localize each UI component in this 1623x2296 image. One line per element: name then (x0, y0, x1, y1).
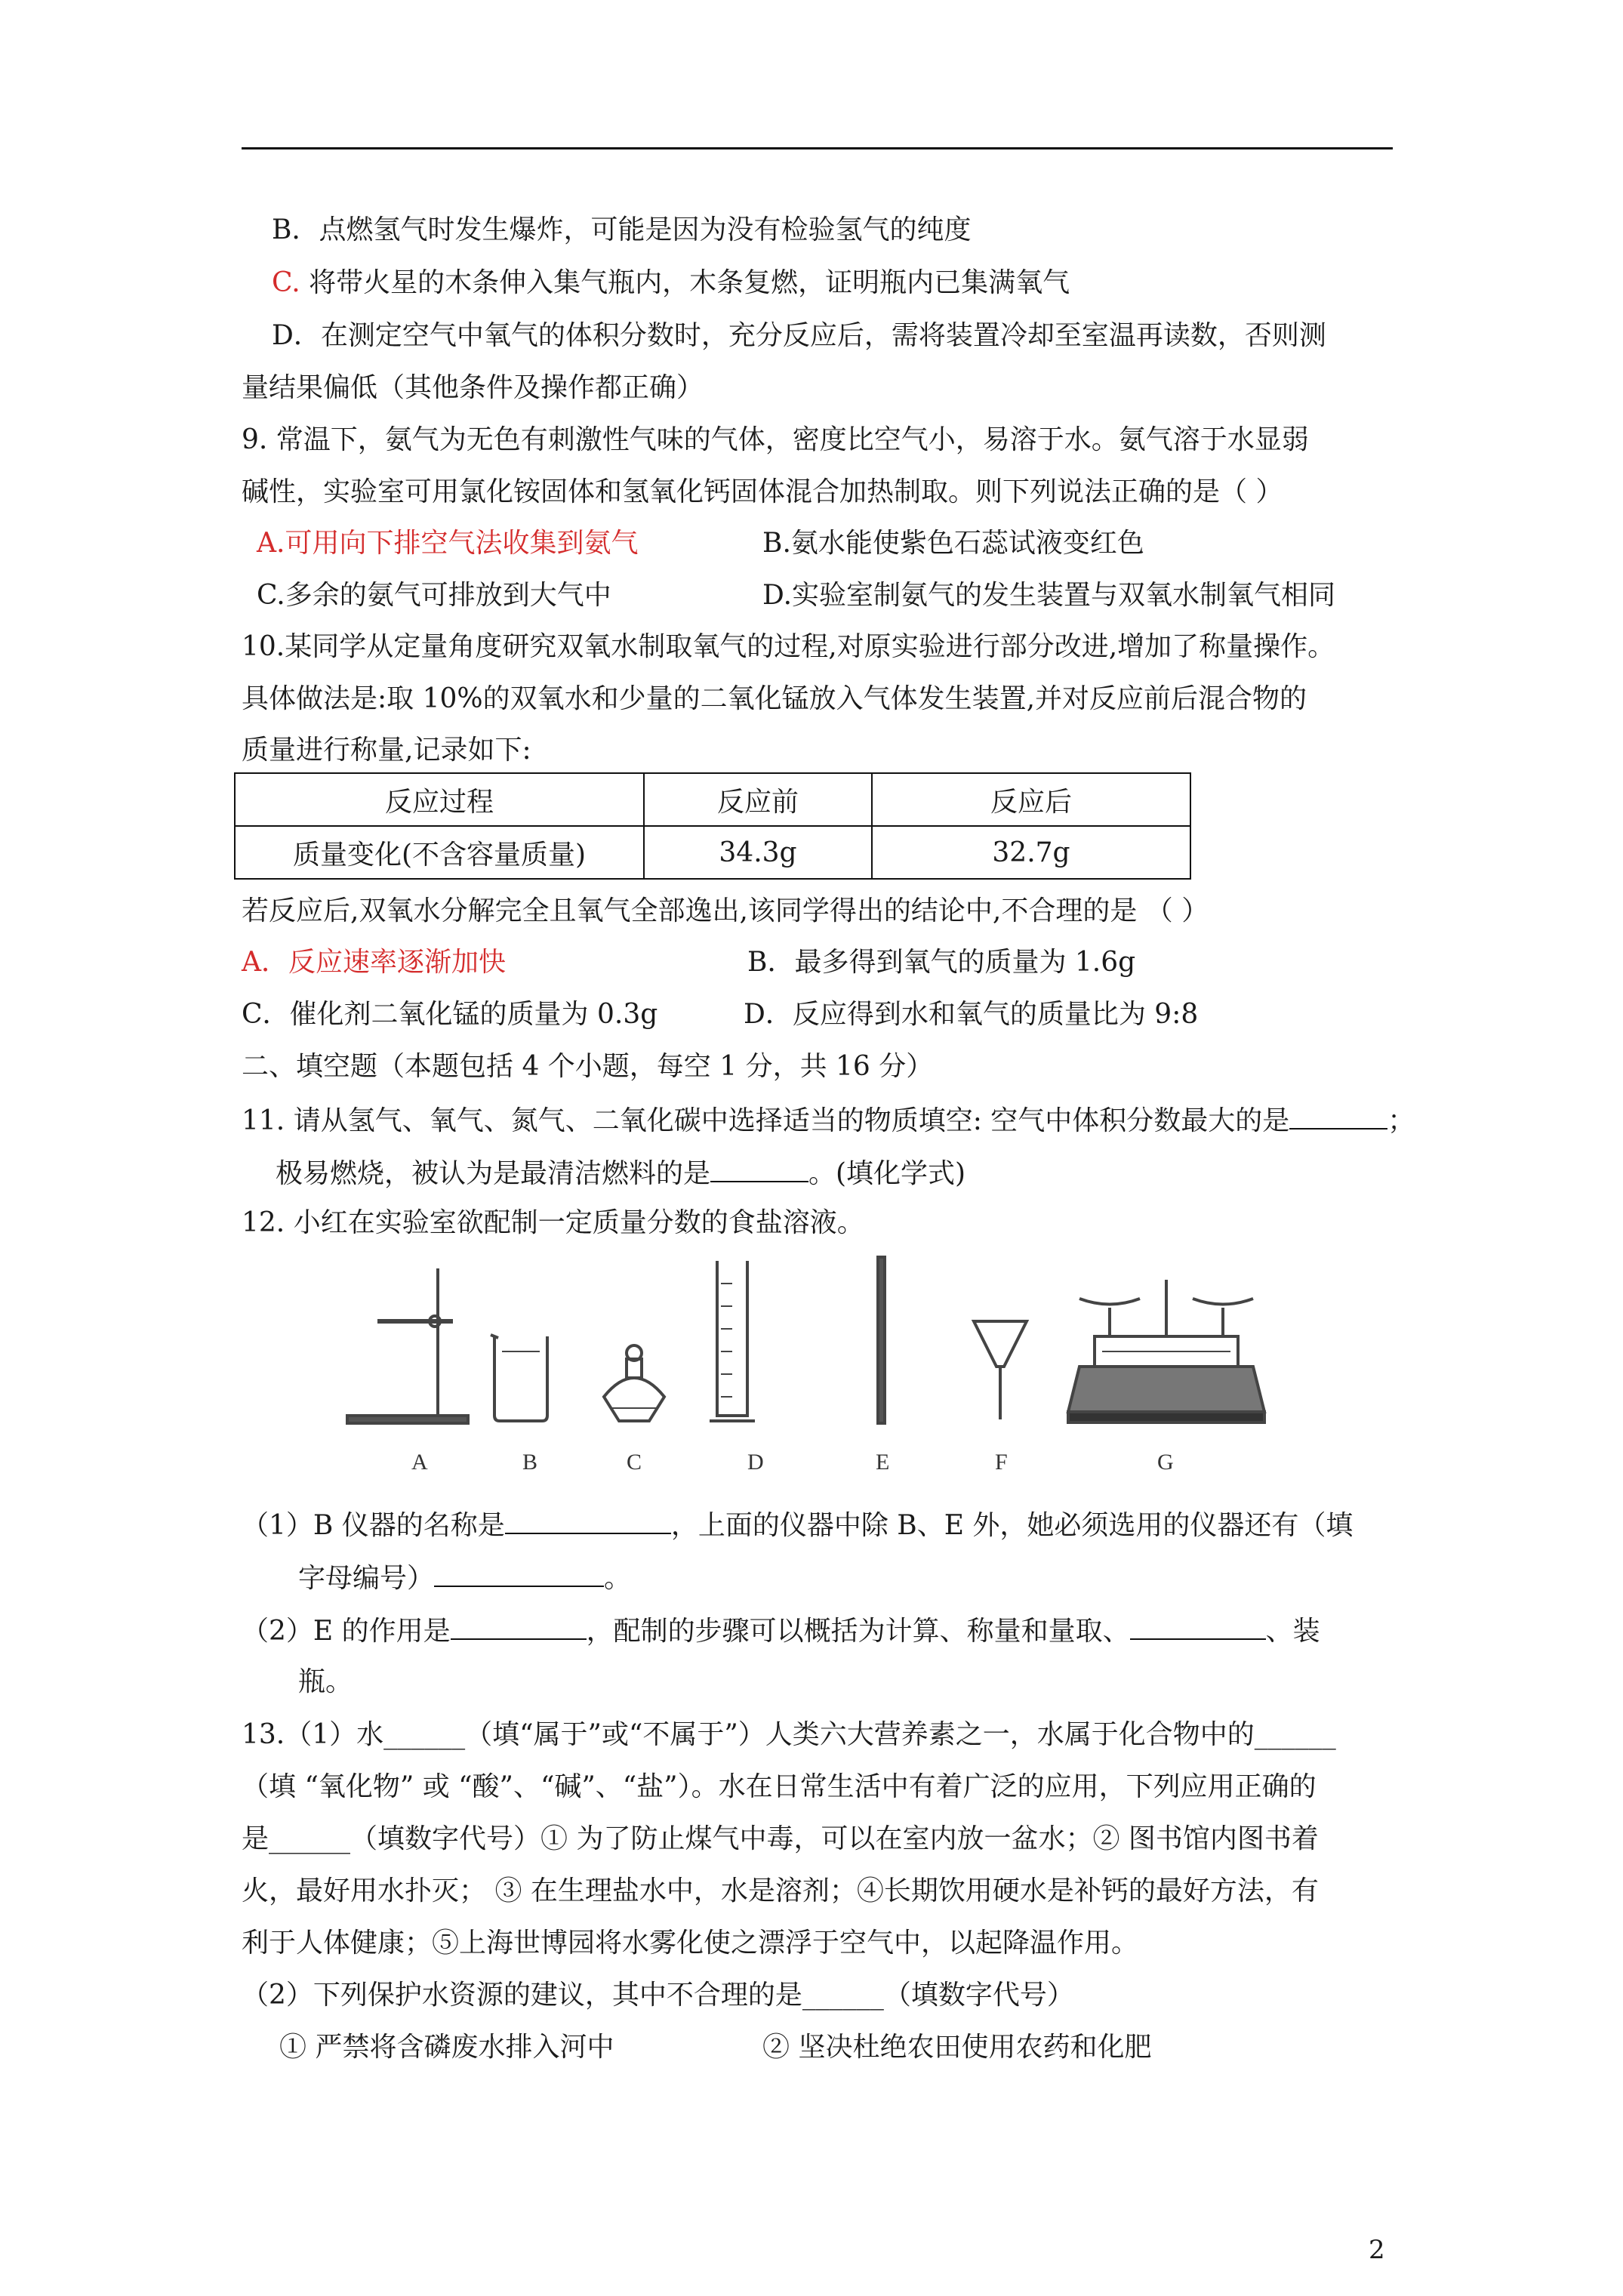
q12-text: （1）B 仪器的名称是 (242, 1510, 505, 1541)
q11-line1 (242, 1102, 1415, 1138)
q13-line2: （填 “氧化物” 或 “酸”、“碱”、“盐”）。水在日常生活中有着广泛的应用，下列应用正确的 (242, 1771, 1317, 1802)
iron-stand-icon (347, 1268, 468, 1423)
figure-label: B (522, 1450, 538, 1475)
table-header-cell: 反应后 (872, 773, 1190, 826)
q10-stem-line2: 具体做法是:取 10%的双氧水和少量的二氧化锰放入气体发生装置,并对反应前后混合物的 (242, 683, 1307, 714)
q13-line1: 13.（1）水______（填“属于”或“不属于”）人类六大营养素之一，水属于化合物中的______ (242, 1719, 1336, 1750)
answer-blank[interactable] (1130, 1613, 1266, 1640)
q12-text: 字母编号） (298, 1563, 435, 1594)
q8-option-c (272, 267, 1070, 300)
q9-option-c: C.多余的氨气可排放到大气中 (257, 580, 611, 611)
q13-line3: 是______（填数字代号）① 为了防止煤气中毒，可以在室内放一盆水；② 图书馆内图书着 (242, 1823, 1319, 1854)
glass-rod-icon (878, 1257, 885, 1423)
answer-blank[interactable] (710, 1155, 808, 1182)
q8-option-c-text: 将带火星的木条伸入集气瓶内，木条复燃，证明瓶内已集满氧气 (300, 267, 1070, 298)
mass-table (234, 772, 1191, 880)
answer-blank[interactable] (434, 1560, 604, 1587)
q8-option-d-line1: D．在测定空气中氧气的体积分数时，充分反应后，需将装置冷却至室温再读数，否则测 (272, 320, 1326, 351)
header-rule (242, 147, 1393, 149)
q9-option-b: B.氨水能使紫色石蕊试液变红色 (762, 528, 1144, 559)
q13-option-1: ① 严禁将含磷废水排入河中 (279, 2032, 614, 2063)
q12-part1-line1 (242, 1507, 1353, 1542)
q10-option-a: A．反应速率逐渐加快 (242, 947, 506, 978)
table-cell: 32.7g (872, 826, 1190, 879)
q13-option-2: ② 坚决杜绝农田使用农药和化肥 (762, 2032, 1152, 2063)
answer-blank[interactable] (451, 1613, 587, 1640)
q8-option-d-line2: 量结果偏低（其他条件及操作都正确） (242, 372, 704, 403)
q12-part2-line2: 瓶。 (298, 1666, 353, 1697)
answer-blank[interactable] (505, 1507, 671, 1534)
funnel-icon (974, 1321, 1027, 1419)
figure-label: A (411, 1450, 428, 1475)
q12-text: 、装 (1265, 1616, 1320, 1647)
q8-option-b: B．点燃氢气时发生爆炸，可能是因为没有检验氢气的纯度 (272, 214, 972, 245)
q11-text-c: 极易燃烧，被认为是最清洁燃料的是 (276, 1158, 711, 1189)
balance-scale-icon (1068, 1280, 1264, 1422)
q11-text-a: 11. 请从氢气、氧气、氮气、二氧化碳中选择适当的物质填空: 空气中体积分数最大的是 (242, 1105, 1290, 1136)
table-header-cell: 反应前 (644, 773, 872, 826)
q10-option-c: C．催化剂二氧化锰的质量为 0.3g (242, 999, 658, 1030)
q8-option-c-letter: C. (272, 267, 300, 298)
q10-stem-line3: 质量进行称量,记录如下: (242, 735, 531, 766)
q10-option-b: B．最多得到氧气的质量为 1.6g (747, 947, 1136, 978)
q12-part1-line2 (298, 1560, 631, 1595)
figure-label: E (876, 1450, 890, 1475)
section-heading: 二、填空题（本题包括 4 个小题，每空 1 分，共 16 分） (242, 1051, 934, 1082)
figure-label: F (995, 1450, 1008, 1475)
q11-line2 (276, 1155, 965, 1191)
q12-text: 。 (604, 1563, 632, 1594)
q12-part2-line1 (242, 1613, 1320, 1648)
beaker-icon (491, 1335, 547, 1421)
q9-option-d: D.实验室制氨气的发生装置与双氧水制氧气相同 (762, 580, 1336, 611)
table-row (235, 826, 1190, 879)
table-cell: 34.3g (644, 826, 872, 879)
page-number: 2 (1369, 2235, 1385, 2265)
q9-stem-line1: 9. 常温下，氨气为无色有刺激性气味的气体，密度比空气小，易溶于水。氨气溶于水显弱 (242, 424, 1309, 455)
q13-line4: 火，最好用水扑灭； ③ 在生理盐水中，水是溶剂；④长期饮用硬水是补钙的最好方法，有 (242, 1875, 1319, 1906)
q13-line5: 利于人体健康；⑤上海世博园将水雾化使之漂浮于空气中，以起降温作用。 (242, 1928, 1139, 1959)
figure-label: C (627, 1450, 642, 1475)
graduated-cylinder-icon (710, 1261, 755, 1421)
q13-part2: （2）下列保护水资源的建议，其中不合理的是______（填数字代号） (242, 1980, 1074, 2011)
q10-stem-line1: 10.某同学从定量角度研究双氧水制取氧气的过程,对原实验进行部分改进,增加了称量操作。 (242, 631, 1335, 662)
table-header-cell: 反应过程 (235, 773, 644, 826)
q12-text: （2）E 的作用是 (242, 1616, 451, 1647)
table-cell: 质量变化(不含容量质量) (235, 826, 644, 879)
q10-question: 若反应后,双氧水分解完全且氧气全部逸出,该同学得出的结论中,不合理的是 （ ） (242, 895, 1209, 926)
alcohol-lamp-icon (604, 1345, 664, 1421)
table-header-row (235, 773, 1190, 826)
q10-option-d: D．反应得到水和氧气的质量比为 9:8 (744, 999, 1199, 1030)
figure-label: G (1157, 1450, 1174, 1475)
q12-stem: 12. 小红在实验室欲配制一定质量分数的食盐溶液。 (242, 1207, 864, 1238)
q12-text: ，上面的仪器中除 B、E 外，她必须选用的仪器还有（填 (670, 1510, 1354, 1541)
q12-text: ，配制的步骤可以概括为计算、称量和量取、 (586, 1616, 1130, 1647)
answer-blank[interactable] (1289, 1102, 1387, 1130)
q11-text-d: 。(填化学式) (808, 1158, 966, 1189)
q9-stem-line2: 碱性，实验室可用氯化铵固体和氢氧化钙固体混合加热制取。则下列说法正确的是（ ） (242, 476, 1283, 507)
q11-text-b: ； (1387, 1105, 1415, 1136)
q9-option-a: A.可用向下排空气法收集到氨气 (257, 528, 639, 559)
lab-apparatus-figure (340, 1253, 1283, 1495)
figure-label: D (747, 1450, 764, 1475)
